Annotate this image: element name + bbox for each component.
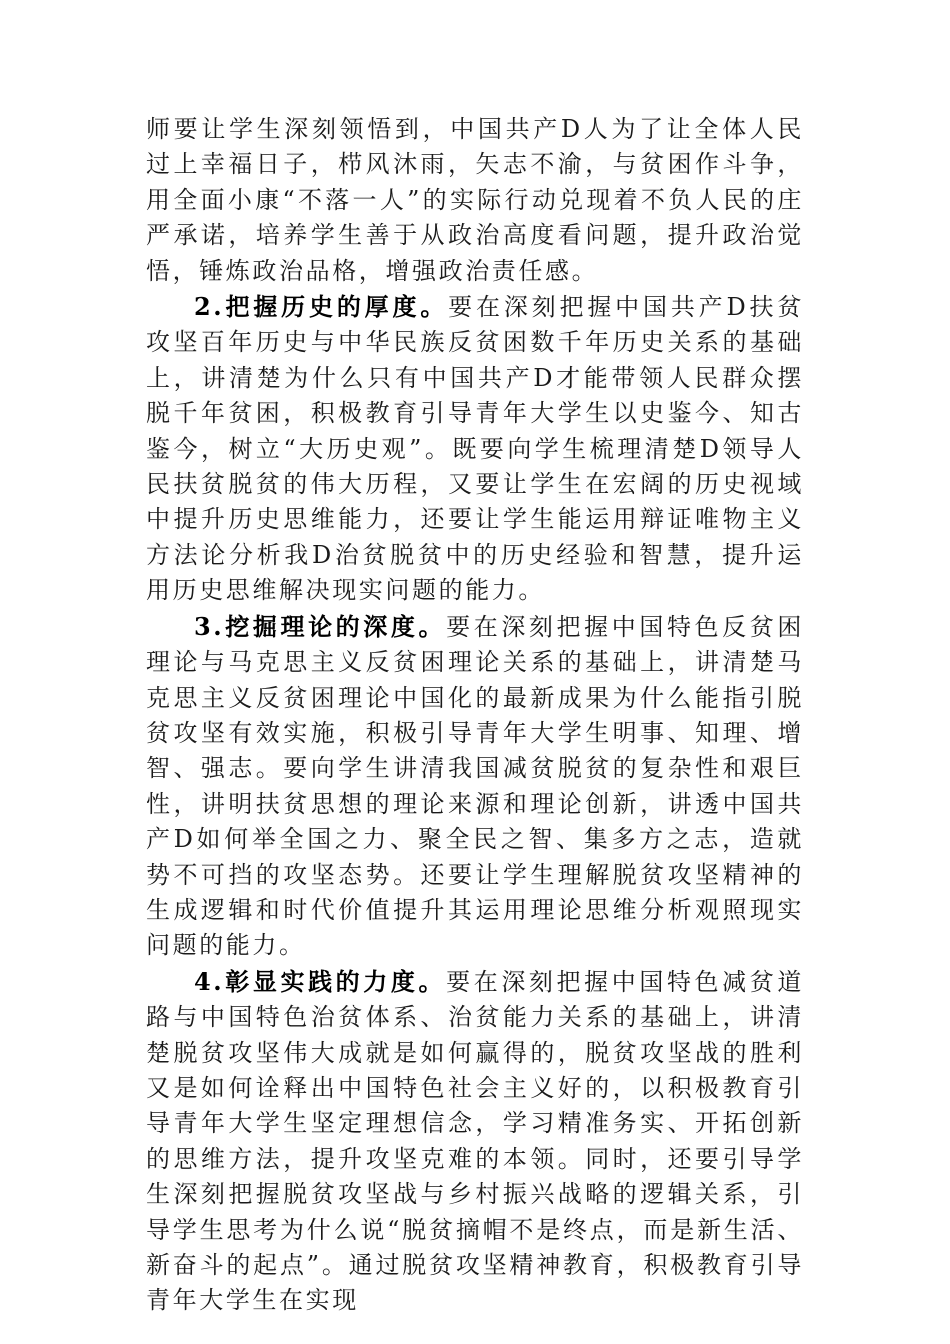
paragraph-history bbox=[146, 289, 804, 609]
paragraph-heading: 2.把握历史的厚度。 bbox=[194, 292, 449, 322]
paragraph-text: 要在深刻把握中国共产D扶贫攻坚百年历史与中华民族反贫困数千年历史关系的基础上，讲清楚为什么只有中国共产D才能带领人民群众摆脱千年贫困，积极教育引导青年大学生以史鉴今、知古鉴今，树立“大历史观”。既要向学生梳理清楚D领导人民扶贫脱贫的伟大历程，又要让学生在宏阔的历史视域中提升历史思维能力，还要让学生能运用辩证唯物主义方法论分析我D治贫脱贫中的历史经验和智慧，提升运用历史思维解决现实问题的能力。 bbox=[146, 293, 804, 605]
document-body bbox=[146, 112, 804, 1319]
paragraph-text: 要在深刻把握中国特色减贫道路与中国特色治贫体系、治贫能力关系的基础上，讲清楚脱贫攻坚伟大成就是如何赢得的，脱贫攻坚战的胜利又是如何诠释出中国特色社会主义好的，以积极教育引导青年大学生坚定理想信念，学习精准务实、开拓创新的思维方法，提升攻坚克难的本领。同时，还要引导学生深刻把握脱贫攻坚战与乡村振兴战略的逻辑关系，引导学生思考为什么说“脱贫摘帽不是终点，而是新生活、新奋斗的起点”。通过脱贫攻坚精神教育，积极教育引导青年大学生在实现 bbox=[146, 967, 804, 1315]
paragraph-heading: 3.挖掘理论的深度。 bbox=[194, 611, 447, 641]
paragraph-text: 要在深刻把握中国特色反贫困理论与马克思主义反贫困理论关系的基础上，讲清楚马克思主义反贫困理论中国化的最新成果为什么能指引脱贫攻坚有效实施，积极引导青年大学生明事、知理、增智、强志。要向学生讲清我国减贫脱贫的复杂性和艰巨性，讲明扶贫思想的理论来源和理论创新，讲透中国共产D如何举全国之力、聚全民之智、集多方之志，造就势不可挡的攻坚态势。还要让学生理解脱贫攻坚精神的生成逻辑和时代价值提升其运用理论思维分析观照现实问题的能力。 bbox=[146, 612, 804, 960]
paragraph-text: 师要让学生深刻领悟到，中国共产D人为了让全体人民过上幸福日子，栉风沐雨，矢志不渝，与贫困作斗争，用全面小康“不落一人”的实际行动兑现着不负人民的庄严承诺，培养学生善于从政治高度看问题，提升政治觉悟，锤炼政治品格，增强政治责任感。 bbox=[146, 115, 804, 285]
paragraph-theory bbox=[146, 609, 804, 964]
paragraph-heading: 4.彰显实践的力度。 bbox=[194, 966, 447, 996]
paragraph-continuation bbox=[146, 112, 804, 289]
paragraph-practice bbox=[146, 964, 804, 1319]
